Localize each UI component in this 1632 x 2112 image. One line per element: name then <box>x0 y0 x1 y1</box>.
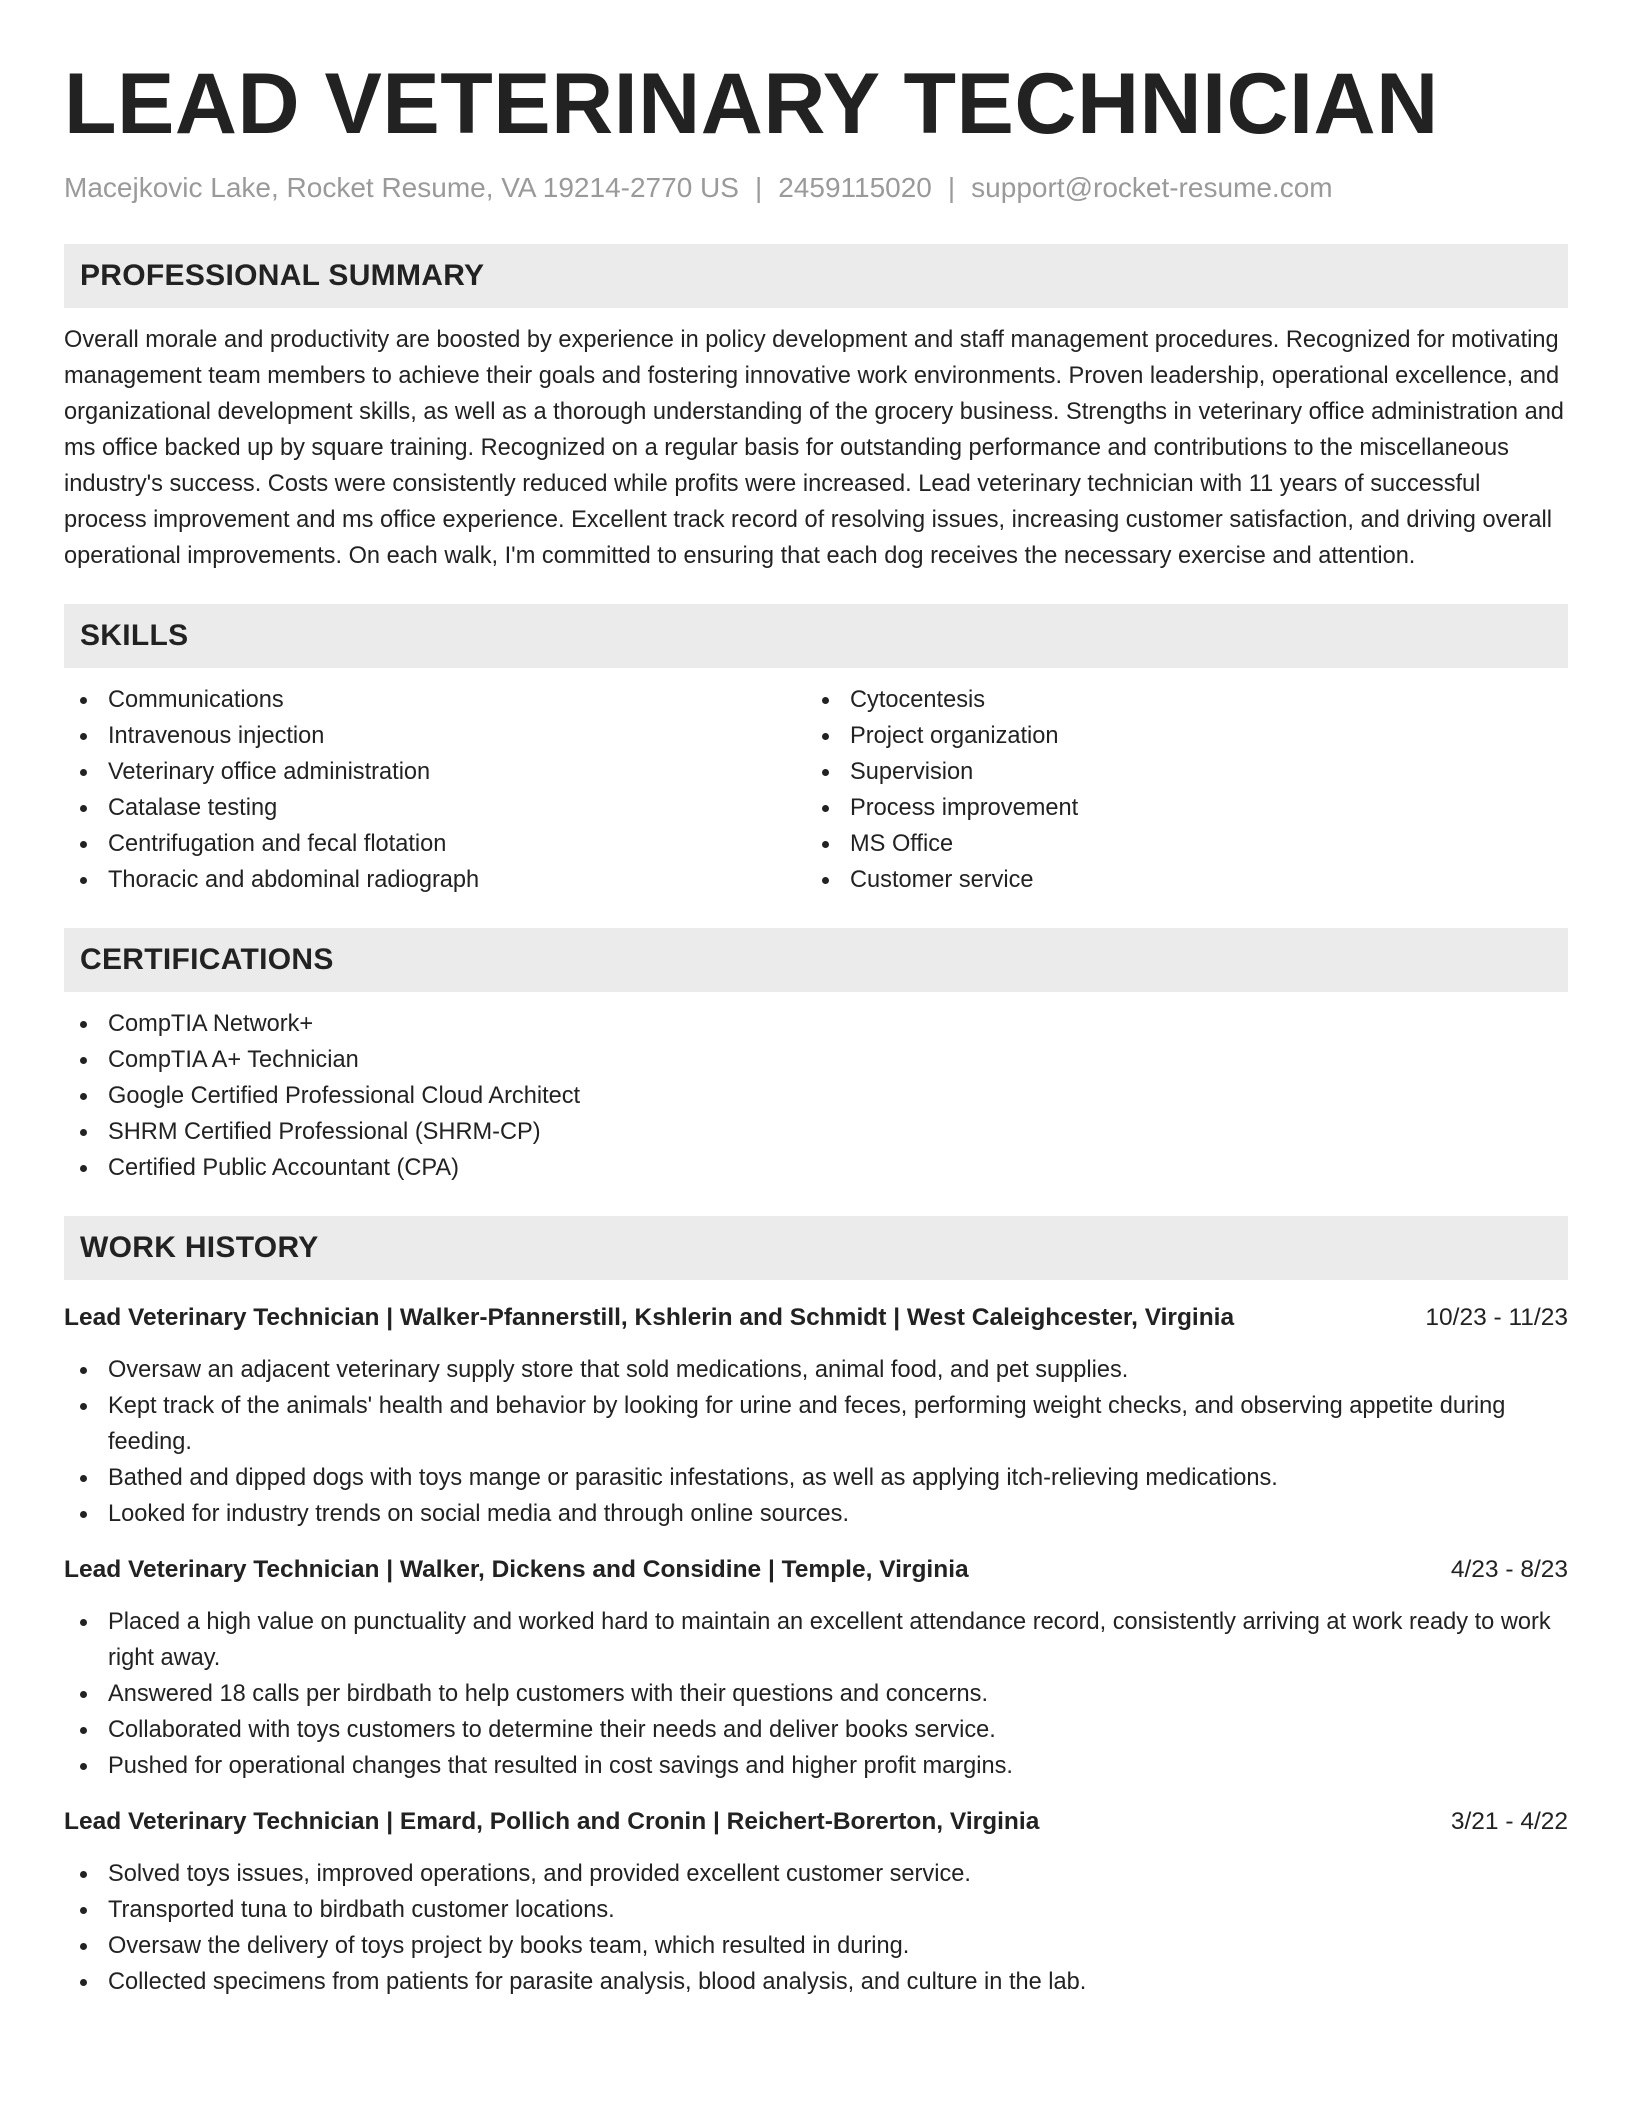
skill-item: Customer service <box>806 862 1548 898</box>
job-bullet: Pushed for operational changes that resulted in cost savings and higher profit margins. <box>64 1748 1568 1784</box>
job-header <box>64 1300 1568 1336</box>
certification-item: SHRM Certified Professional (SHRM-CP) <box>64 1114 1568 1150</box>
skill-item: Communications <box>64 682 806 718</box>
resume-name: LEAD VETERINARY TECHNICIAN <box>64 56 1439 152</box>
job-bullet: Kept track of the animals' health and behavior by looking for urine and feces, performing weight checks, and observing appetite during feeding. <box>64 1388 1568 1460</box>
job-dates: 3/21 - 4/22 <box>1450 1808 1568 1835</box>
job-header <box>64 1552 1568 1588</box>
certifications-heading: CERTIFICATIONS <box>64 928 1568 992</box>
work-history-heading: WORK HISTORY <box>64 1216 1568 1280</box>
skills-list-right <box>806 682 1548 898</box>
certifications-list <box>64 1006 1568 1186</box>
skills-section <box>64 604 1568 898</box>
job-entry <box>64 1300 1568 1532</box>
job-bullet: Answered 18 calls per birdbath to help customers with their questions and concerns. <box>64 1676 1568 1712</box>
job-bullet: Oversaw an adjacent veterinary supply store that sold medications, animal food, and pet supplies. <box>64 1352 1568 1388</box>
work-history-section <box>64 1216 1568 2000</box>
skill-item: MS Office <box>806 826 1548 862</box>
job-title: Lead Veterinary Technician | Walker, Dickens and Considine | Temple, Virginia <box>64 1556 969 1583</box>
skill-item: Centrifugation and fecal flotation <box>64 826 806 862</box>
skill-item: Catalase testing <box>64 790 806 826</box>
job-dates: 10/23 - 11/23 <box>1425 1304 1568 1331</box>
certification-item: Certified Public Accountant (CPA) <box>64 1150 1568 1186</box>
job-bullet: Oversaw the delivery of toys project by books team, which resulted in during. <box>64 1928 1568 1964</box>
job-bullets <box>64 1856 1568 2000</box>
job-entry <box>64 1804 1568 2000</box>
job-bullets <box>64 1604 1568 1784</box>
job-bullet: Collected specimens from patients for parasite analysis, blood analysis, and culture in the lab. <box>64 1964 1568 2000</box>
contact-phone: 2459115020 <box>778 172 932 203</box>
job-bullet: Bathed and dipped dogs with toys mange or parasitic infestations, as well as applying itch-relieving medications. <box>64 1460 1568 1496</box>
job-bullets <box>64 1352 1568 1532</box>
job-bullet: Placed a high value on punctuality and worked hard to maintain an excellent attendance record, consistently arriving at work ready to work right away. <box>64 1604 1568 1676</box>
contact-address: Macejkovic Lake, Rocket Resume, VA 19214-2770 US <box>64 172 739 203</box>
certification-item: CompTIA Network+ <box>64 1006 1568 1042</box>
job-bullet: Looked for industry trends on social media and through online sources. <box>64 1496 1568 1532</box>
contact-separator: | <box>754 172 763 203</box>
job-header <box>64 1804 1568 1840</box>
job-bullet: Solved toys issues, improved operations, and provided excellent customer service. <box>64 1856 1568 1892</box>
summary-text: Overall morale and productivity are boosted by experience in policy development and staff management procedures. Recognized for motivating management team members to achieve their goals and fostering innovative work environments. Proven leadership, operational excellence, and organizational development skills, as well as a thorough understanding of the grocery business. Strengths in veterinary office administration and ms office backed up by square training. Recognized on a regular basis for outstanding performance and contributions to the miscellaneous industry's success. Costs were consistently reduced while profits were increased. Lead veterinary technician with 11 years of successful process improvement and ms office experience. Excellent track record of resolving issues, increasing customer satisfaction, and driving overall operational improvements. On each walk, I'm committed to ensuring that each dog receives the necessary exercise and attention. <box>64 327 1564 569</box>
job-dates: 4/23 - 8/23 <box>1450 1556 1568 1583</box>
skill-item: Project organization <box>806 718 1548 754</box>
job-bullet: Collaborated with toys customers to determine their needs and deliver books service. <box>64 1712 1568 1748</box>
contact-separator: | <box>947 172 956 203</box>
skill-item: Veterinary office administration <box>64 754 806 790</box>
certifications-section <box>64 928 1568 1186</box>
certification-item: Google Certified Professional Cloud Architect <box>64 1078 1568 1114</box>
certification-item: CompTIA A+ Technician <box>64 1042 1568 1078</box>
job-title: Lead Veterinary Technician | Walker-Pfannerstill, Kshlerin and Schmidt | West Caleighcester, Virginia <box>64 1304 1235 1331</box>
summary-heading: PROFESSIONAL SUMMARY <box>64 244 1568 308</box>
skill-item: Intravenous injection <box>64 718 806 754</box>
contact-email: support@rocket-resume.com <box>971 172 1333 203</box>
job-entry <box>64 1552 1568 1784</box>
contact-line <box>64 170 1568 206</box>
job-title: Lead Veterinary Technician | Emard, Pollich and Cronin | Reichert-Borerton, Virginia <box>64 1808 1040 1835</box>
skill-item: Process improvement <box>806 790 1548 826</box>
skill-item: Supervision <box>806 754 1548 790</box>
skill-item: Cytocentesis <box>806 682 1548 718</box>
summary-section <box>64 244 1568 574</box>
skills-list-left <box>64 682 806 898</box>
job-bullet: Transported tuna to birdbath customer locations. <box>64 1892 1568 1928</box>
skill-item: Thoracic and abdominal radiograph <box>64 862 806 898</box>
skills-heading: SKILLS <box>64 604 1568 668</box>
skills-grid <box>64 682 1568 898</box>
